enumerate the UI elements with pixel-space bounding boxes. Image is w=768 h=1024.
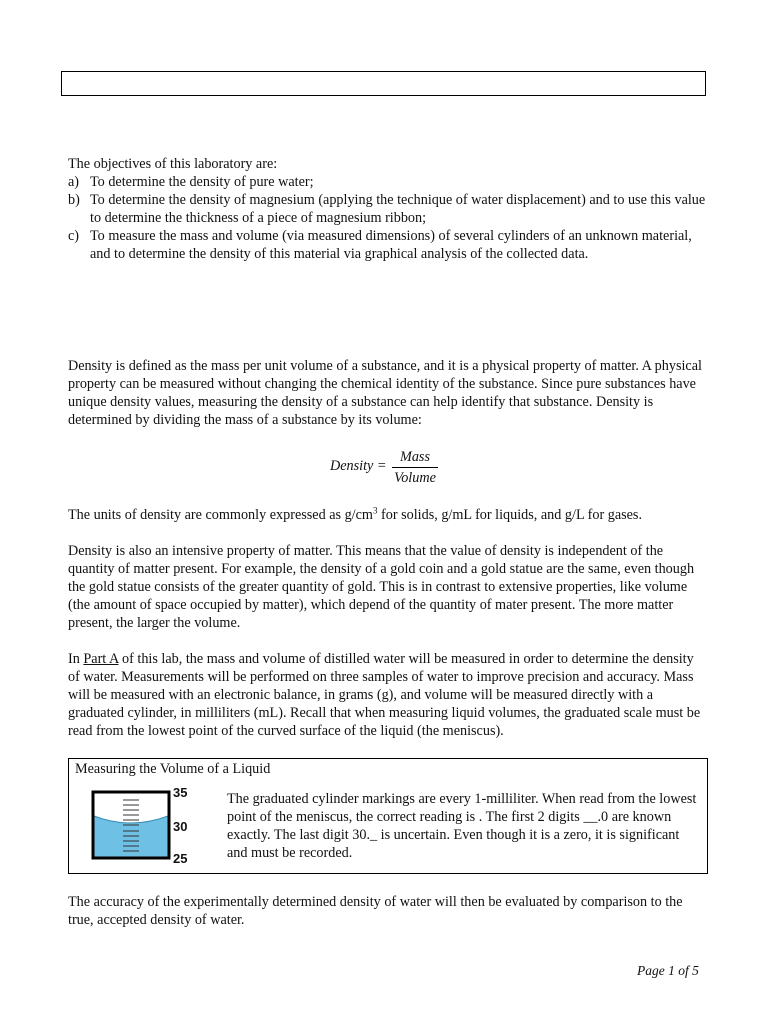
part-a-pre: In	[68, 651, 84, 667]
intensive-property-paragraph	[68, 542, 708, 632]
scale-label-25: 25	[173, 851, 188, 866]
title-box	[61, 71, 706, 96]
formula-fraction	[392, 448, 438, 487]
list-text: To determine the density of pure water;	[90, 174, 314, 190]
units-pre: The units of density are commonly expressed as g/cm	[68, 507, 373, 523]
units-post: for solids, g/mL for liquids, and g/L for gases.	[377, 507, 643, 523]
list-marker: c)	[68, 228, 80, 244]
formula-lhs: Density =	[330, 458, 387, 474]
page-number: Page 1 of 5	[637, 963, 699, 978]
paragraph-text: Density is defined as the mass per unit volume of a substance, and it is a physical property of matter. A physical property can be measured without changing the chemical identity of the substance. Since pure substances have unique density values, measuring the density of a substance can help identify that substance. Density is determined by dividing the mass of a substance by its volume:	[68, 358, 702, 428]
formula-denominator: Volume	[394, 470, 436, 486]
density-formula	[330, 448, 450, 488]
part-a-post: of this lab, the mass and volume of distilled water will be measured in order to determine the density of water. Measurements will be performed on three samples of water to improve precision and accuracy. Mass will be measured with an electronic balance, in grams (g), and volume will be measured directly with a graduated cylinder, in milliliters (mL). Recall that when measuring liquid volumes, the graduated scale must be read from the lowest point of the curved surface of the liquid (the meniscus).	[68, 651, 701, 739]
paragraph-text: Density is also an intensive property of matter. This means that the value of density is independent of the quantity of matter present. For example, the density of a gold coin and a gold statue are the same, even though the gold statue consists of the greater quantity of gold. This is in contrast to extensive properties, like volume (the amount of space occupied by matter), which depend of the quantity of mater present. The more matter present, the larger the volume.	[68, 543, 695, 631]
objectives-section	[68, 155, 708, 263]
paragraph-text	[68, 506, 708, 524]
part-a-label: Part A	[83, 651, 119, 667]
list-text: To determine the density of magnesium (applying the technique of water displacement) and to use this value to determine the thickness of a piece of magnesium ribbon;	[90, 192, 706, 226]
list-text: To measure the mass and volume (via measured dimensions) of several cylinders of an unknown material, and to determine the density of this material via graphical analysis of the collected data.	[90, 228, 692, 262]
list-marker: a)	[68, 174, 80, 190]
scale-label-30: 30	[173, 819, 188, 834]
part-a-paragraph	[68, 650, 708, 740]
liquid-fill	[94, 816, 168, 858]
units-paragraph	[68, 506, 708, 524]
paragraph-text: The accuracy of the experimentally determined density of water will then be evaluated by comparison to the true, accepted density of water.	[68, 894, 683, 928]
box-title: Measuring the Volume of a Liquid	[75, 761, 271, 777]
paragraph-text	[68, 650, 708, 740]
list-marker: b)	[68, 192, 80, 208]
box-text: The graduated cylinder markings are every 1-milliliter. When read from the lowest point of the meniscus, the correct reading is . The first 2 digits __.0 are known exactly. The last digit 30._ is uncertain. Even though it is a zero, it is significant and must be recorded.	[227, 791, 697, 861]
density-definition-paragraph	[68, 357, 708, 429]
graduated-cylinder-illustration	[91, 790, 175, 862]
units-superscript: 3	[372, 505, 378, 516]
measuring-volume-box	[68, 758, 708, 874]
list-item	[68, 191, 708, 227]
formula-numerator: Mass	[392, 448, 438, 468]
accuracy-paragraph	[68, 893, 708, 929]
list-item	[68, 173, 708, 191]
objectives-list	[68, 173, 708, 263]
scale-label-35: 35	[173, 785, 188, 800]
list-item	[68, 227, 708, 263]
objectives-intro: The objectives of this laboratory are:	[68, 156, 278, 172]
